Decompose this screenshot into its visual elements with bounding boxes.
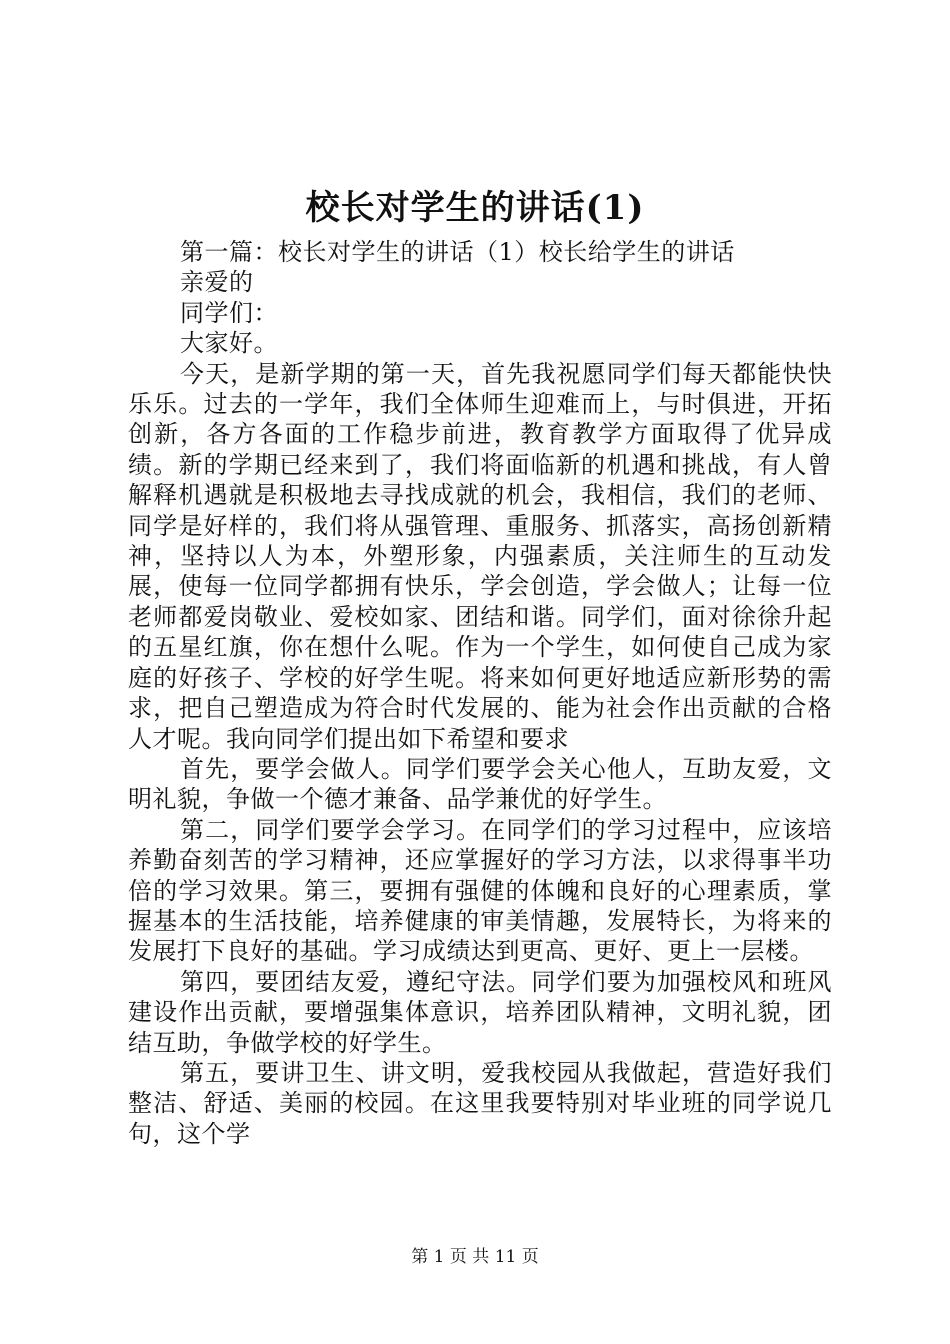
paragraph-salutation-students: 同学们： [180,298,278,327]
paragraph-opening: 今天，是新学期的第一天，首先我祝愿同学们每天都能快快乐乐。过去的一学年，我们全体师生迎难而上，与时俱进，开拓创新，各方各面的工作稳步前进，教育教学方面取得了优异成绩。新的学期已经来到了，我们将面临新的机遇和挑战，有人曾解释机遇就是积极地去寻找成就的机会，我相信，我们的老师、同学是好样的，我们将从强管理、重服务、抓落实，高扬创新精神，坚持以人为本，外塑形象，内强素质，关注师生的互动发展，使每一位同学都拥有快乐，学会创造，学会做人；让每一位老师都爱岗敬业、爱校如家、团结和谐。同学们，面对徐徐升起的五星红旗，你在想什么呢。作为一个学生，如何使自己成为家庭的好孩子、学校的好学生呢。将来如何更好地适应新形势的需求，把自己塑造成为符合时代发展的、能为社会作出贡献的合格人才呢。我向同学们提出如下希望和要求 [128,359,832,753]
paragraph-greeting: 大家好。 [180,329,278,358]
paragraph-fifth: 第五，要讲卫生、讲文明，爱我校园从我做起，营造好我们整洁、舒适、美丽的校园。在这里我要特别对毕业班的同学说几句，这个学 [128,1058,832,1148]
paragraph-second-third: 第二，同学们要学会学习。在同学们的学习过程中，应该培养勤奋刻苦的学习精神，还应掌握好的学习方法，以求得事半功倍的学习效果。第三，要拥有强健的体魄和良好的心理素质，掌握基本的生活技能，培养健康的审美情趣，发展特长，为将来的发展打下良好的基础。学习成绩达到更高、更好、更上一层楼。 [128,815,832,966]
document-body [128,237,832,1149]
paragraph-fourth: 第四，要团结友爱，遵纪守法。同学们要为加强校风和班风建设作出贡献，要增强集体意识，培养团队精神，文明礼貌，团结互助，争做学校的好学生。 [128,967,832,1057]
paragraph-first: 首先，要学会做人。同学们要学会关心他人，互助友爱，文明礼貌，争做一个德才兼备、品学兼优的好学生。 [128,754,832,814]
paragraph-salutation: 亲爱的 [180,268,254,297]
document-title: 校长对学生的讲话(1) [305,188,645,228]
paragraph-heading: 第一篇：校长对学生的讲话（1）校长给学生的讲话 [180,238,735,266]
page-number-footer: 第 1 页 共 11 页 [411,1247,539,1267]
